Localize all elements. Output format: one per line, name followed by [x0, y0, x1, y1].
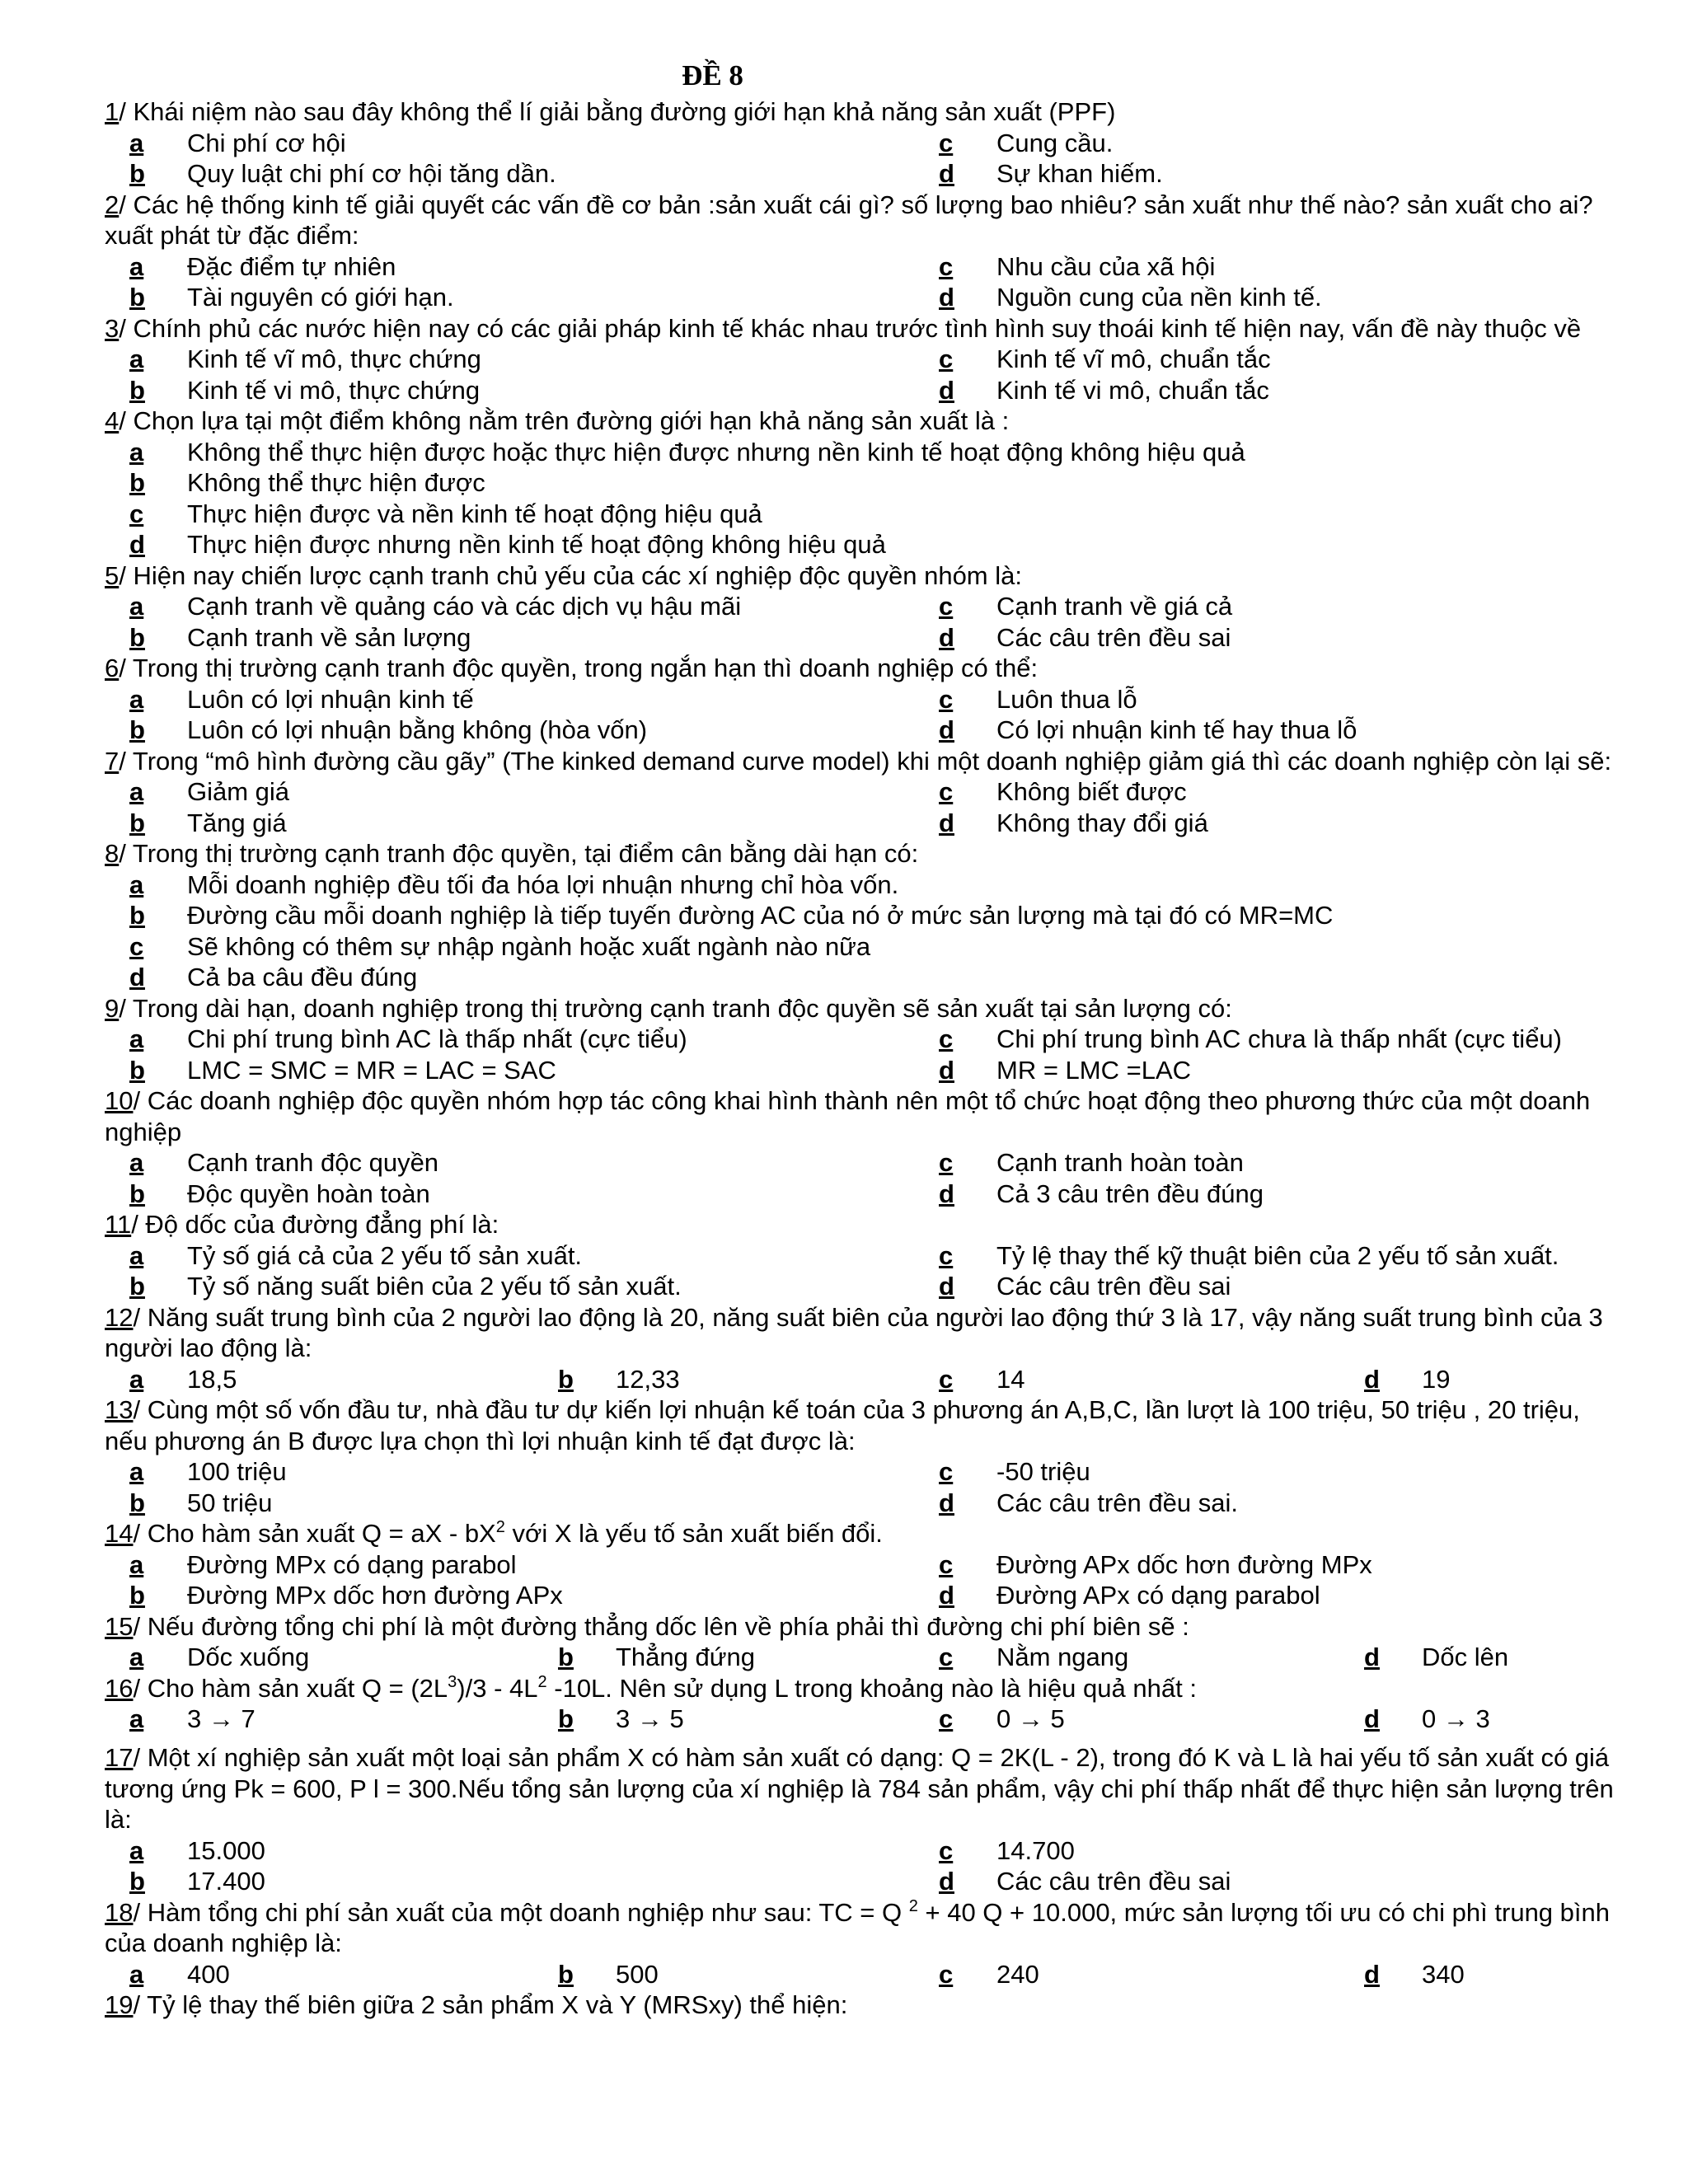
question-stem: / Một xí nghiệp sản xuất một loại sản phẩm X có hàm sản xuất có dạng: Q = 2K(L - 2), trong đó K và L là hai yếu tố sản xuất có giá tương ứng Pk = 600, P l = 300.Nếu tổng sản lượng của xí nghiệp là 784 sản phẩm, vậy chi phí thấp nhất để thực hiện sản lượng trên là:	[105, 1743, 1614, 1834]
option-letter: a	[129, 1704, 144, 1733]
option-row	[105, 1271, 1629, 1302]
option-row	[105, 1959, 1629, 1990]
exponent: 2	[908, 1896, 918, 1915]
question-text	[105, 653, 1629, 684]
exam-title: ĐỀ 8	[682, 59, 743, 91]
option-text: Thẳng đứng	[616, 1643, 755, 1671]
option-text: Cạnh tranh hoàn toàn	[996, 1148, 1244, 1177]
option-letter: c	[939, 128, 954, 157]
option-letter: d	[939, 1055, 954, 1085]
option-row	[105, 900, 1629, 931]
question-stem-end: -10L. Nên sử dụng L trong khoảng nào là hiệu quả nhất :	[546, 1673, 1197, 1703]
question-text	[105, 838, 1629, 869]
option-text: Nhu cầu của xã hội	[996, 251, 1216, 281]
option-letter: d	[939, 159, 954, 188]
option-text: Cạnh tranh về giá cả	[996, 592, 1233, 621]
option-row	[105, 529, 1629, 560]
option-row	[105, 1549, 1629, 1581]
question-text	[105, 1209, 1629, 1240]
question-stem-end: + 40 Q + 10.000, mức sản lượng tối ưu có chi phì trung bình của doanh nghiệp là:	[105, 1897, 1610, 1957]
option-text: Thực hiện được nhưng nền kinh tế hoạt động không hiệu quả	[187, 530, 886, 559]
question-number: 15	[105, 1611, 134, 1641]
option-letter: b	[129, 283, 145, 312]
question	[105, 838, 1629, 993]
option-letter: a	[129, 1148, 144, 1177]
answer-options	[105, 1456, 1629, 1518]
question-number: 8	[105, 839, 120, 868]
option-letter: d	[939, 622, 954, 652]
option-text: 3 → 7	[187, 1704, 256, 1733]
option-text: Các câu trên đều sai	[996, 1867, 1231, 1896]
option-text: Cả ba câu đều đúng	[187, 963, 418, 991]
question-number: 1	[105, 97, 120, 126]
question	[105, 405, 1629, 560]
question-text	[105, 746, 1629, 777]
question-number: 3	[105, 313, 120, 343]
answer-options	[105, 776, 1629, 838]
answer-options	[105, 1364, 1629, 1395]
option-text: Tỷ số giá cả của 2 yếu tố sản xuất.	[187, 1240, 583, 1270]
option-letter: a	[129, 128, 144, 157]
option-letter: c	[939, 1704, 954, 1733]
question	[105, 1394, 1629, 1518]
answer-options	[105, 1549, 1629, 1611]
option-text: Không thể thực hiện được	[187, 468, 485, 497]
question-stem: / Năng suất trung bình của 2 người lao động là 20, năng suất biên của người lao động thứ 3 là 17, vậy năng suất trung bình của 3 người lao động là:	[105, 1302, 1603, 1362]
option-letter: a	[129, 1959, 144, 1989]
question-text	[105, 96, 1629, 128]
option-row	[105, 158, 1629, 190]
option-row	[105, 808, 1629, 839]
question-number: 18	[105, 1897, 134, 1927]
option-row	[105, 1642, 1629, 1673]
question-stem: / Cho hàm sản xuất Q = (2L	[133, 1673, 448, 1703]
question-stem: / Trong thị trường cạnh tranh độc quyền, tại điểm cân bằng dài hạn có:	[119, 839, 919, 868]
option-letter: b	[129, 1581, 145, 1610]
option-text: Chi phí cơ hội	[187, 128, 346, 157]
option-text: Các câu trên đều sai.	[996, 1488, 1238, 1517]
question-number: 6	[105, 654, 120, 682]
option-letter: d	[939, 1867, 954, 1896]
option-letter: a	[129, 1549, 144, 1579]
option-row	[105, 962, 1629, 993]
option-letter: d	[939, 808, 954, 837]
question-stem-end: với X là yếu tố sản xuất biến đổi.	[504, 1519, 883, 1548]
option-letter: c	[939, 1457, 954, 1486]
option-text: Quy luật chi phí cơ hội tăng dần.	[187, 159, 556, 188]
question	[105, 1990, 1629, 2021]
option-row	[105, 282, 1629, 313]
option-letter: b	[129, 901, 145, 930]
answer-options	[105, 591, 1629, 653]
option-letter: a	[129, 344, 144, 373]
option-text: Kinh tế vĩ mô, thực chứng	[187, 344, 481, 373]
question	[105, 1742, 1629, 1897]
option-text: Đường MPx dốc hơn đường APx	[187, 1581, 563, 1610]
answer-options	[105, 1147, 1629, 1209]
option-letter: d	[939, 715, 954, 744]
option-letter: a	[129, 1457, 144, 1486]
option-letter: d	[939, 375, 954, 405]
option-text: Tỷ lệ thay thế kỹ thuật biên của 2 yếu tố sản xuất.	[996, 1240, 1559, 1270]
option-text: Sự khan hiếm.	[996, 159, 1163, 188]
option-text: Không thay đổi giá	[996, 808, 1208, 837]
question-stem-mid: )/3 - 4L	[457, 1673, 538, 1703]
question-stem: / Tỷ lệ thay thế biên giữa 2 sản phẩm X và Y (MRSxy) thể hiện:	[133, 1990, 848, 2019]
question-text	[105, 1742, 1629, 1835]
option-letter: b	[129, 808, 145, 837]
option-letter: b	[558, 1643, 574, 1671]
option-letter: d	[939, 1179, 954, 1208]
question-text	[105, 1673, 1629, 1704]
option-row	[105, 1364, 1629, 1395]
option-row	[105, 931, 1629, 963]
option-text: 14.700	[996, 1835, 1075, 1865]
option-letter: c	[939, 1549, 954, 1579]
question-number: 9	[105, 993, 120, 1023]
option-text: 18,5	[187, 1364, 237, 1394]
option-text: Nằm ngang	[996, 1643, 1129, 1671]
option-letter: b	[129, 1179, 145, 1208]
question-stem: / Hiện nay chiến lược cạnh tranh chủ yếu của các xí nghiệp độc quyền nhóm là:	[119, 560, 1022, 590]
option-row	[105, 467, 1629, 499]
question	[105, 1518, 1629, 1611]
question-number: 11	[105, 1210, 132, 1239]
option-row	[105, 1866, 1629, 1897]
option-text: Độc quyền hoàn toàn	[187, 1179, 430, 1208]
option-text: Đường MPx có dạng parabol	[187, 1549, 517, 1579]
option-row	[105, 591, 1629, 622]
option-letter: b	[558, 1704, 574, 1733]
option-text: 100 triệu	[187, 1457, 287, 1486]
question-number: 5	[105, 560, 120, 590]
question-stem: / Các hệ thống kinh tế giải quyết các vấn đề cơ bản :sản xuất cái gì? số lượng bao nhiêu? sản xuất như thế nào? sản xuất cho ai? xuất phát từ đặc điểm:	[105, 190, 1593, 250]
option-text: Tăng giá	[187, 808, 287, 837]
option-text: LMC = SMC = MR = LAC = SAC	[187, 1055, 556, 1085]
option-text: Cạnh tranh độc quyền	[187, 1148, 439, 1177]
question-text	[105, 405, 1629, 437]
question-number: 13	[105, 1395, 134, 1424]
question-number: 16	[105, 1673, 134, 1703]
answer-options	[105, 1240, 1629, 1302]
option-letter: b	[129, 1488, 145, 1517]
option-letter: d	[939, 1488, 954, 1517]
question	[105, 1611, 1629, 1673]
option-row	[105, 437, 1629, 468]
option-letter: c	[939, 592, 954, 621]
question	[105, 313, 1629, 406]
option-letter: d	[939, 1581, 954, 1610]
option-text: Thực hiện được và nền kinh tế hoạt động hiệu quả	[187, 499, 762, 528]
option-letter: a	[129, 1643, 144, 1671]
option-text: Cả 3 câu trên đều đúng	[996, 1179, 1264, 1208]
option-text: Luôn có lợi nhuận bằng không (hòa vốn)	[187, 715, 648, 744]
question	[105, 1302, 1629, 1395]
exponent: 2	[537, 1672, 547, 1691]
option-text: Các câu trên đều sai	[996, 622, 1231, 652]
question-text	[105, 1611, 1629, 1643]
question-number: 10	[105, 1086, 134, 1115]
option-row	[105, 344, 1629, 375]
question-text	[105, 1302, 1629, 1364]
option-text: Các câu trên đều sai	[996, 1272, 1231, 1301]
option-letter: a	[129, 684, 144, 714]
question	[105, 1897, 1629, 1990]
question-text	[105, 560, 1629, 592]
question-text	[105, 1085, 1629, 1147]
answer-options	[105, 251, 1629, 313]
option-text: MR = LMC =LAC	[996, 1055, 1192, 1085]
question-number: 17	[105, 1743, 134, 1772]
option-letter: b	[558, 1959, 574, 1989]
option-text: Không biết được	[996, 777, 1187, 806]
option-text: Luôn thua lỗ	[996, 684, 1137, 714]
option-text: Đường APx có dạng parabol	[996, 1581, 1320, 1610]
option-text: Chi phí trung bình AC là thấp nhất (cực tiểu)	[187, 1024, 687, 1053]
question-number: 2	[105, 190, 120, 219]
answer-options	[105, 344, 1629, 405]
option-row	[105, 715, 1629, 746]
option-text: Luôn có lợi nhuận kinh tế	[187, 684, 474, 714]
answer-options	[105, 1835, 1629, 1897]
question-number: 7	[105, 746, 120, 776]
answer-options	[105, 1024, 1629, 1085]
option-text: Mỗi doanh nghiệp đều tối đa hóa lợi nhuận nhưng chỉ hòa vốn.	[187, 869, 899, 899]
question-number: 4	[105, 406, 120, 435]
option-text: Giảm giá	[187, 777, 290, 806]
question	[105, 1209, 1629, 1302]
option-text: 12,33	[616, 1364, 680, 1394]
option-row	[105, 128, 1629, 159]
option-text: Cạnh tranh về quảng cáo và các dịch vụ hậu mãi	[187, 592, 742, 621]
option-text: 500	[616, 1959, 659, 1989]
option-text: 14	[996, 1364, 1025, 1394]
question	[105, 1673, 1629, 1743]
option-text: Đường APx dốc hơn đường MPx	[996, 1549, 1372, 1579]
option-text: 400	[187, 1959, 230, 1989]
option-text: 19	[1422, 1364, 1451, 1394]
question	[105, 96, 1629, 190]
option-text: Cung cầu.	[996, 128, 1114, 157]
option-text: Đặc điểm tự nhiên	[187, 251, 396, 281]
option-letter: b	[129, 1055, 145, 1085]
option-row	[105, 1580, 1629, 1611]
option-row	[105, 1456, 1629, 1488]
question-list	[105, 96, 1629, 2021]
question	[105, 653, 1629, 746]
option-text: Tài nguyên có giới hạn.	[187, 283, 454, 312]
option-letter: a	[129, 1364, 144, 1394]
option-letter: b	[129, 1867, 145, 1896]
option-letter: c	[939, 251, 954, 281]
option-row	[105, 869, 1629, 901]
question-text	[105, 313, 1629, 344]
option-letter: d	[1364, 1364, 1380, 1394]
option-letter: d	[1364, 1643, 1380, 1671]
option-row	[105, 622, 1629, 654]
option-letter: a	[129, 251, 144, 281]
question-stem: / Các doanh nghiệp độc quyền nhóm hợp tác công khai hình thành nên một tổ chức hoạt động theo phương thức của một doanh nghiệp	[105, 1086, 1591, 1146]
option-letter: d	[1364, 1704, 1380, 1733]
question	[105, 560, 1629, 654]
option-letter: b	[129, 375, 145, 405]
option-letter: a	[129, 592, 144, 621]
option-letter: c	[939, 344, 954, 373]
question-stem: / Hàm tổng chi phí sản xuất của một doanh nghiệp như sau: TC = Q	[133, 1897, 909, 1927]
answer-options	[105, 1642, 1629, 1673]
answer-options	[105, 437, 1629, 560]
option-text: 50 triệu	[187, 1488, 273, 1517]
option-text: Cạnh tranh về sản lượng	[187, 622, 471, 652]
option-row	[105, 684, 1629, 715]
option-letter: c	[939, 1835, 954, 1865]
question-stem: / Độ dốc của đường đẳng phí là:	[131, 1210, 499, 1239]
answer-options	[105, 869, 1629, 993]
option-text: Kinh tế vi mô, thực chứng	[187, 375, 481, 405]
question-text	[105, 993, 1629, 1024]
option-letter: c	[939, 1240, 954, 1270]
exponent: 3	[448, 1672, 457, 1691]
question	[105, 993, 1629, 1086]
option-row	[105, 1055, 1629, 1086]
option-letter: b	[129, 159, 145, 188]
option-row	[105, 1835, 1629, 1867]
option-row	[105, 776, 1629, 808]
option-text: Kinh tế vi mô, chuẩn tắc	[996, 375, 1269, 405]
option-letter: d	[939, 283, 954, 312]
question-stem: / Trong dài hạn, doanh nghiệp trong thị trường cạnh tranh độc quyền sẽ sản xuất tại sản lượng có:	[119, 993, 1232, 1023]
option-letter: d	[939, 1272, 954, 1301]
option-row	[105, 1179, 1629, 1210]
exponent: 2	[495, 1518, 505, 1536]
answer-options	[105, 128, 1629, 190]
option-letter: c	[939, 684, 954, 714]
option-letter: c	[939, 1959, 954, 1989]
option-text: 240	[996, 1959, 1039, 1989]
option-letter: b	[129, 715, 145, 744]
option-letter: a	[129, 1835, 144, 1865]
question-text	[105, 1518, 1629, 1549]
option-row	[105, 1704, 1629, 1742]
option-text: 15.000	[187, 1835, 265, 1865]
option-text: Có lợi nhuận kinh tế hay thua lỗ	[996, 715, 1357, 744]
option-row	[105, 375, 1629, 406]
option-letter: a	[129, 869, 144, 899]
question-text	[105, 190, 1629, 251]
question-text	[105, 1897, 1629, 1959]
question-stem: / Chọn lựa tại một điểm không nằm trên đường giới hạn khả năng sản xuất là :	[119, 406, 1010, 435]
question-stem: / Cho hàm sản xuất Q = aX - bX	[133, 1519, 496, 1548]
option-letter: c	[129, 931, 144, 961]
option-letter: c	[939, 777, 954, 806]
option-text: 17.400	[187, 1867, 265, 1896]
option-letter: c	[939, 1364, 954, 1394]
answer-options	[105, 684, 1629, 746]
option-text: 340	[1422, 1959, 1465, 1989]
option-letter: c	[939, 1148, 954, 1177]
question-stem: / Trong thị trường cạnh tranh độc quyền, trong ngắn hạn thì doanh nghiệp có thể:	[119, 654, 1039, 682]
option-row	[105, 1147, 1629, 1179]
option-text: Kinh tế vĩ mô, chuẩn tắc	[996, 344, 1271, 373]
question-stem: / Khái niệm nào sau đây không thể lí giải bằng đường giới hạn khả năng sản xuất (PPF)	[119, 97, 1116, 126]
option-text: Không thể thực hiện được hoặc thực hiện được nhưng nền kinh tế hoạt động không hiệu quả	[187, 437, 1245, 466]
option-text: Nguồn cung của nền kinh tế.	[996, 283, 1322, 312]
option-text: 0 → 5	[996, 1704, 1065, 1733]
option-letter: b	[558, 1364, 574, 1394]
option-letter: b	[129, 1272, 145, 1301]
option-letter: a	[129, 777, 144, 806]
option-text: Dốc xuống	[187, 1643, 310, 1671]
option-letter: a	[129, 1240, 144, 1270]
option-text: Chi phí trung bình AC chưa là thấp nhất (cực tiểu)	[996, 1024, 1562, 1053]
question-number: 19	[105, 1990, 134, 2019]
question-stem: / Chính phủ các nước hiện nay có các giải pháp kinh tế khác nhau trước tình hình suy thoái kinh tế hiện nay, vấn đề này thuộc về	[119, 313, 1582, 343]
option-letter: c	[939, 1024, 954, 1053]
question	[105, 1085, 1629, 1209]
option-text: Dốc lên	[1422, 1643, 1509, 1671]
option-letter: a	[129, 437, 144, 466]
option-letter: c	[939, 1643, 954, 1671]
answer-options	[105, 1704, 1629, 1742]
option-row	[105, 1488, 1629, 1519]
option-text: -50 triệu	[996, 1457, 1090, 1486]
option-text: Tỷ số năng suất biên của 2 yếu tố sản xuất.	[187, 1272, 682, 1301]
option-text: 3 → 5	[616, 1704, 684, 1733]
option-letter: b	[129, 468, 145, 497]
question-stem: / Cùng một số vốn đầu tư, nhà đầu tư dự kiến lợi nhuận kế toán của 3 phương án A,B,C, lần lượt là 100 triệu, 50 triệu , 20 triệu, nếu phương án B được lựa chọn thì lợi nhuận kinh tế đạt được là:	[105, 1395, 1580, 1455]
option-row	[105, 1240, 1629, 1272]
question-stem: / Nếu đường tổng chi phí là một đường thẳng dốc lên về phía phải thì đường chi phí biên sẽ :	[133, 1611, 1189, 1641]
option-letter: a	[129, 1024, 144, 1053]
question	[105, 746, 1629, 839]
option-text: Sẽ không có thêm sự nhập ngành hoặc xuất ngành nào nữa	[187, 931, 871, 961]
option-letter: c	[129, 499, 144, 528]
answer-options	[105, 1959, 1629, 1990]
question-number: 14	[105, 1519, 134, 1548]
question-text	[105, 1990, 1629, 2021]
option-text: Đường cầu mỗi doanh nghiệp là tiếp tuyến đường AC của nó ở mức sản lượng mà tại đó có MR=MC	[187, 901, 1334, 930]
option-row	[105, 499, 1629, 530]
option-row	[105, 251, 1629, 283]
option-letter: b	[129, 622, 145, 652]
option-row	[105, 1024, 1629, 1055]
option-letter: d	[1364, 1959, 1380, 1989]
option-text: 0 → 3	[1422, 1704, 1490, 1733]
question-stem: / Trong “mô hình đường cầu gãy” (The kinked demand curve model) khi một doanh nghiệp giảm giá thì các doanh nghiệp còn lại sẽ:	[119, 746, 1612, 776]
question	[105, 190, 1629, 313]
question-number: 12	[105, 1302, 134, 1332]
option-letter: d	[129, 963, 145, 991]
option-letter: d	[129, 530, 145, 559]
question-text	[105, 1394, 1629, 1456]
